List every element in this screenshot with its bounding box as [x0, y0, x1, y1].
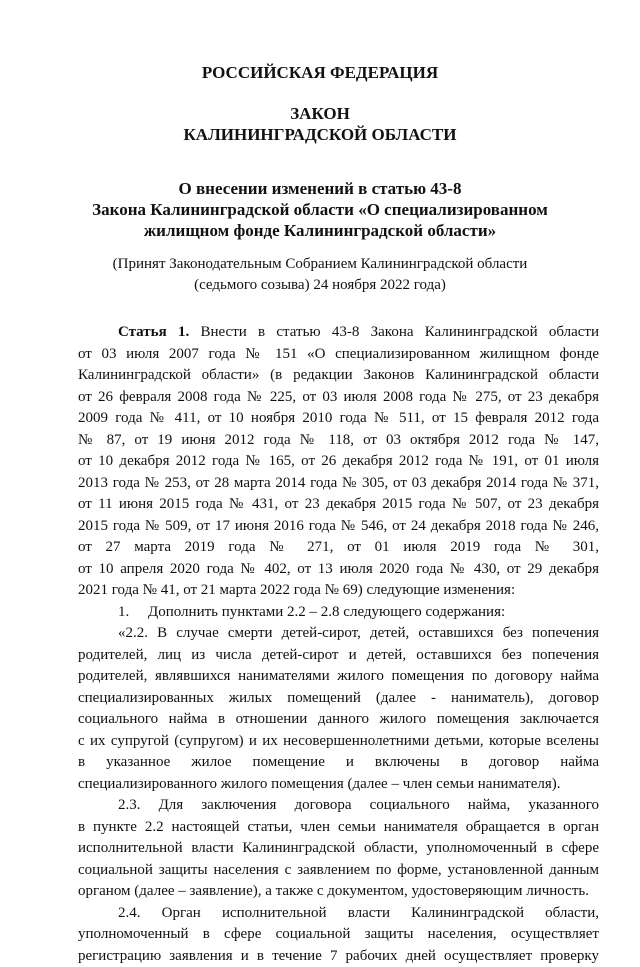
clause-2-4-line: регистрацию заявления и в течение 7 рабочих дней осуществляет проверку — [78, 946, 599, 967]
article-label: Статья 1. — [118, 324, 189, 340]
clause-2-3-line: 2.3. Для заключения договора социального найма, указанного — [78, 795, 599, 817]
clause-2-3-line: в пункте 2.2 настоящей статьи, член семьи нанимателя обращается в орган — [78, 817, 599, 839]
clause-2-3-line: органом (далее – заявление), а также с документом, удостоверяющим личность. — [78, 881, 599, 903]
adoption-line-2: (седьмого созыва) 24 ноября 2022 года) — [0, 275, 640, 296]
clause-2-2-line: специализированных жилых помещений (далее - наниматель), договор — [78, 688, 599, 710]
clause-2-2-line: специализированного жилого помещения (далее – член семьи нанимателя). — [78, 774, 599, 796]
clause-2-2-line: родителей, являвшихся нанимателями жилого помещения по договору найма — [78, 666, 599, 688]
law-type-heading: ЗАКОН — [0, 103, 640, 124]
article-1-paragraph — [78, 322, 599, 967]
article-line: 2021 года № 41, от 21 марта 2022 года № 69) следующие изменения: — [78, 580, 599, 602]
adoption-line-1: (Принят Законодательным Собранием Калининградской области — [0, 254, 640, 275]
clause-2-4-line: уполномоченный в сфере социальной защиты населения, осуществляет — [78, 924, 599, 946]
clause-2-3-line: социальной защиты населения с заявлением по форме, установленной данным — [78, 860, 599, 882]
country-heading: РОССИЙСКАЯ ФЕДЕРАЦИЯ — [0, 62, 640, 83]
clause-2-2-line: социального найма в отношении данного жилого помещения заключается — [78, 709, 599, 731]
clause-2-2-line: родителей, лиц из числа детей-сирот и детей, оставшихся без попечения — [78, 645, 599, 667]
article-line: от 26 февраля 2008 года № 225, от 03 июля 2008 года № 275, от 23 декабря — [78, 387, 599, 409]
article-line: от 27 марта 2019 года № 271, от 01 июля 2019 года № 301, — [78, 537, 599, 559]
article-line: от 03 июля 2007 года № 151 «О специализированном жилищном фонде — [78, 344, 599, 366]
clause-2-2-line: в указанное жилое помещение и включены в договор найма — [78, 752, 599, 774]
clause-2-2-line: с их супругой (супругом) и их несовершеннолетними детьми, которые вселены — [78, 731, 599, 753]
clause-2-4-line: 2.4. Орган исполнительной власти Калининградской области, — [78, 903, 599, 925]
article-line: от 10 апреля 2020 года № 402, от 13 июля 2020 года № 430, от 29 декабря — [78, 559, 599, 581]
article-line: от 10 декабря 2012 года № 165, от 26 декабря 2012 года № 191, от 01 июля — [78, 451, 599, 473]
clause-2-3-line: исполнительной власти Калининградской области, уполномоченный в сфере — [78, 838, 599, 860]
title-line-2: Закона Калининградской области «О специализированном — [0, 199, 640, 220]
article-line: № 87, от 19 июня 2012 года № 118, от 03 октября 2012 года № 147, — [78, 430, 599, 452]
article-line: 2013 года № 253, от 28 марта 2014 года № 305, от 03 декабря 2014 года № 371, — [78, 473, 599, 495]
title-line-1: О внесении изменений в статью 43-8 — [0, 178, 640, 199]
article-line: Калининградской области» (в редакции Законов Калининградской области — [78, 365, 599, 387]
clause-2-2-line: «2.2. В случае смерти детей-сирот, детей, оставшихся без попечения — [78, 623, 599, 645]
article-line: 2009 года № 411, от 10 ноября 2010 года № 511, от 15 февраля 2012 года — [78, 408, 599, 430]
item-1-line: 1. Дополнить пунктами 2.2 – 2.8 следующего содержания: — [78, 602, 599, 624]
article-line: Статья 1. Внести в статью 43-8 Закона Калининградской области — [78, 322, 599, 344]
article-line: 2015 года № 509, от 17 июня 2016 года № 546, от 24 декабря 2018 года № 246, — [78, 516, 599, 538]
region-heading: КАЛИНИНГРАДСКОЙ ОБЛАСТИ — [0, 124, 640, 145]
article-line: от 11 июня 2015 года № 431, от 23 декабря 2015 года № 507, от 23 декабря — [78, 494, 599, 516]
title-line-3: жилищном фонде Калининградской области» — [0, 220, 640, 241]
